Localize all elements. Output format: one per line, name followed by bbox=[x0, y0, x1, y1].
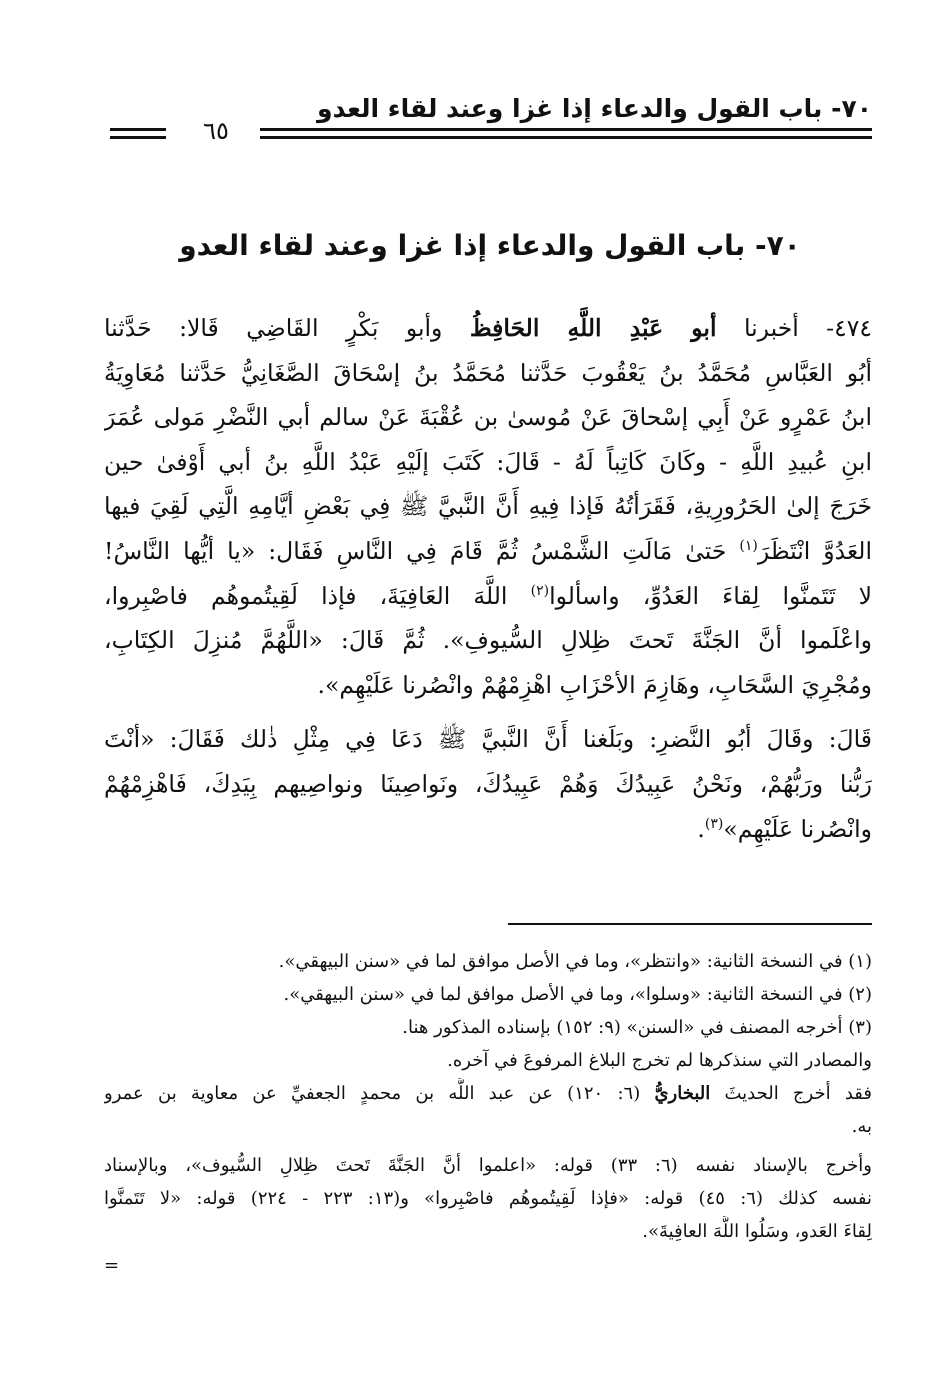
line-text: اللَّهَ العَافِيَةَ، فإذا لَقِيتُموهُم فاصْبِروا، bbox=[104, 581, 531, 610]
line-text: ٤٧٤- أخبرنا bbox=[716, 314, 872, 342]
narrator-name: أبو عَبْدِ اللَّهِ الحَافِظُ bbox=[469, 314, 717, 342]
line-text: العَدُوَّ انْتَظَرَ bbox=[757, 536, 872, 565]
body-line: ابنِ عُبيدِ اللَّهِ - وكَانَ كَاتِباً لَهُ - قَالَ: كَتَبَ إلَيْهِ عَبْدُ اللَّهِ بنُ أبي أَوْفىٰ حين bbox=[104, 447, 872, 476]
paragraph-gap bbox=[104, 707, 872, 717]
footnote-marker-3: (٣) bbox=[704, 815, 724, 832]
running-header bbox=[110, 92, 872, 152]
header-rule-short-top bbox=[110, 128, 166, 131]
footnote-2: (٢) في النسخة الثانية: «وسلوا»، وما في الأصل موافق لما في «سنن البيهقي». bbox=[283, 984, 872, 1005]
footnote-3: (٣) أخرجه المصنف في «السنن» (٩: ١٥٢) بإسناده المذكور هنا. bbox=[402, 1017, 872, 1038]
footnote-3-line: نفسه كذلك (٦: ٤٥) قوله: «فإذا لَقِيتُموهُم فاصْبِروا» و(١٣: ٢٢٣ - ٢٢٤) قوله: «لا تَتَمنَّوا bbox=[104, 1188, 872, 1209]
footnotes bbox=[104, 946, 872, 1249]
footnote-marker-1: (١) bbox=[739, 538, 758, 555]
body-line bbox=[104, 529, 872, 574]
body-line: ابنُ عَمْرٍو عَنْ أَبِي إسْحاقَ عَنْ مُوسىٰ بن عُقْبَةَ عَنْ سالم أبي النَّضْرِ مَولى عُمَرَ bbox=[104, 403, 872, 432]
footnote-separator bbox=[508, 923, 872, 925]
body-line: أبُو العَبَّاسِ مُحَمَّدُ بنُ يَعْقُوبَ حَدَّثنا مُحَمَّدُ بنُ إسْحَاقَ الصَّغَانِيُّ حَدَّثنا مُعَاوِيَةُ bbox=[104, 358, 872, 387]
header-rule-top bbox=[260, 128, 872, 131]
body-line bbox=[104, 807, 872, 852]
footnote-3-line: لِقاءَ العَدو، وسَلُوا اللَّهَ العافِيةَ». bbox=[642, 1221, 872, 1242]
body-line: واعْلَموا أنَّ الجَنَّةَ تَحتَ ظِلالِ السُّيوفِ». ثُمَّ قَالَ: «اللَّهُمَّ مُنزِلَ الكِتَابِ، bbox=[104, 626, 872, 655]
body-line bbox=[104, 306, 872, 351]
page-number: ٦٥ bbox=[186, 114, 246, 148]
body-line: قَالَ: وقَالَ أبُو النَّضرِ: وبَلَغنا أَنَّ النَّبيَّ ﷺ دَعَا فِي مِثْلِ ذٰلك فَقَالَ: «أنْتَ bbox=[104, 725, 872, 754]
hadith-text bbox=[104, 306, 872, 851]
running-title: ٧٠- باب القول والدعاء إذا غزا وعند لقاء العدو bbox=[317, 94, 872, 123]
line-text: . bbox=[697, 814, 705, 843]
continuation-mark: = bbox=[104, 1255, 120, 1276]
line-text: (٦: ١٢٠) عن عبد اللَّه بن محمدٍ الجعفيِّ عن معاوية بن عمرو bbox=[104, 1083, 655, 1104]
chapter-heading: ٧٠- باب القول والدعاء إذا غزا وعند لقاء العدو bbox=[179, 229, 801, 262]
body-line: ومُجْرِيَ السَّحَابِ، وهَازِمَ الأحْزَابِ اهْزِمْهُمْ وانْصُرنا عَلَيْهِم». bbox=[317, 670, 872, 699]
line-text: فقد أخرج الحديثَ bbox=[710, 1083, 872, 1104]
footnote-3-line: به. bbox=[851, 1116, 872, 1137]
footnote-marker-2: (٢) bbox=[530, 582, 550, 599]
line-text: حَتىٰ مَالَتِ الشَّمْسُ ثُمَّ قَامَ فِي النَّاسِ فَقَال: «يا أيُّها النَّاسُ! bbox=[104, 536, 740, 565]
line-text: لا تَتَمنَّوا لِقاءَ العَدُوِّ، واسألوا bbox=[549, 581, 872, 610]
footnote-3-line: وأخرج بالإسناد نفسه (٦: ٣٣) قوله: «اعلموا أنَّ الجَنَّةَ تَحتَ ظِلالِ السُّيوف»، وبالإسناد bbox=[104, 1155, 872, 1176]
header-rule-short-bottom bbox=[110, 136, 166, 139]
body-line: رَبُّنا ورَبُّهُمْ، ونَحْنُ عَبِيدُكَ وَهُمْ عَبِيدُكَ، ونَواصِينَا ونواصِيهم بِيَدِكَ، فَاهْزِمْهُمْ bbox=[104, 769, 872, 798]
footnote-3-line bbox=[104, 1078, 872, 1111]
source-name: البخاريُّ bbox=[654, 1083, 711, 1104]
header-rule-bottom bbox=[260, 136, 872, 139]
footnote-3-line: والمصادر التي سنذكرها لم تخرج البلاغ المرفوعَ في آخره. bbox=[447, 1050, 872, 1071]
body-line bbox=[104, 574, 872, 619]
footnote-1: (١) في النسخة الثانية: «وانتظر»، وما في الأصل موافق لما في «سنن البيهقي». bbox=[278, 951, 872, 972]
body-line: خَرَجَ إلىٰ الحَرُورِيةِ، فَقَرَأتُهُ فَإذا فِيهِ أَنَّ النَّبيَّ ﷺ فِي بَعْضِ أيَّامِهِ الَّتِي لَقِيَ فيها bbox=[104, 492, 872, 521]
line-text: وانْصُرنا عَلَيْهِم» bbox=[723, 814, 872, 843]
line-text: وأبو بَكْرٍ القَاضِي قَالا: حَدَّثنا bbox=[104, 314, 470, 342]
